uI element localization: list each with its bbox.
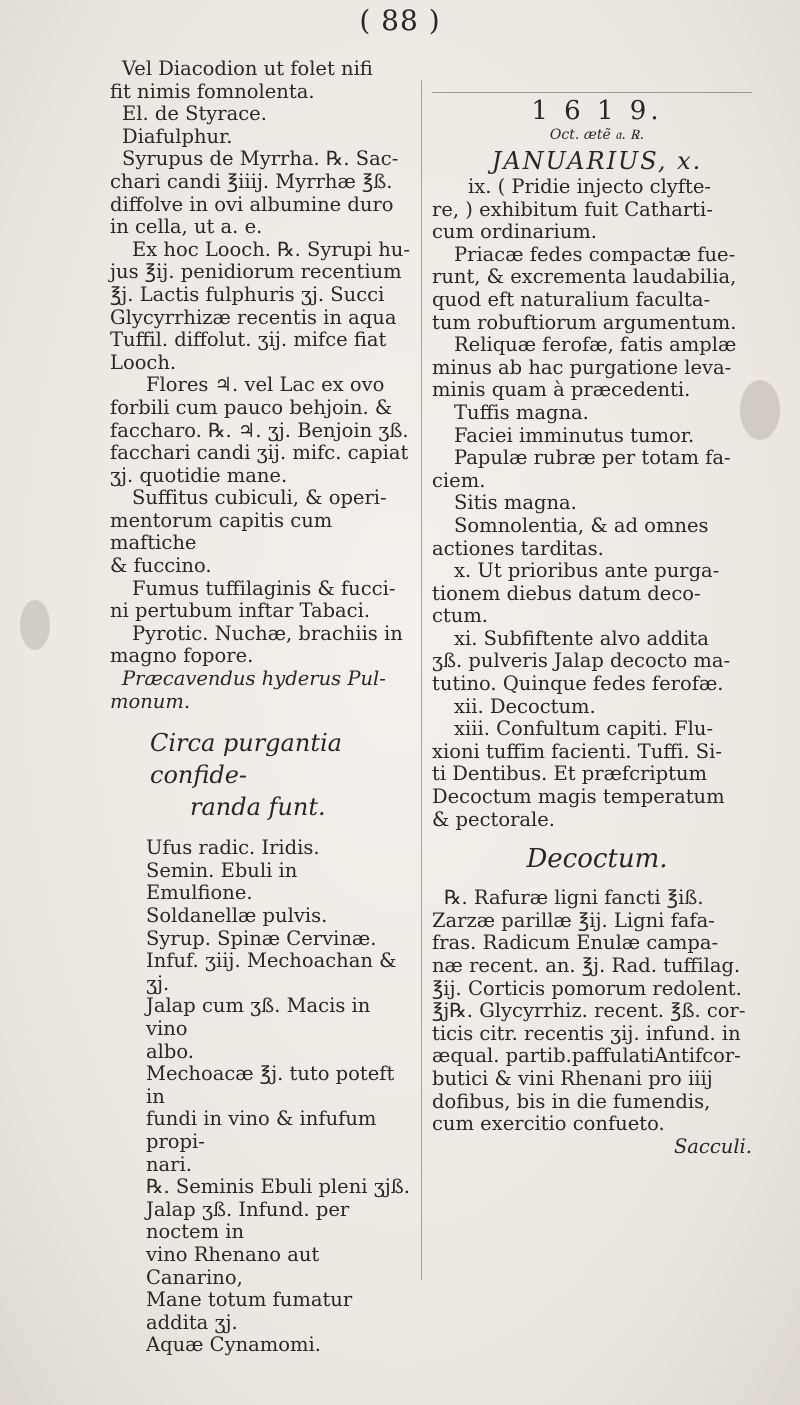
text-line: tionem diebus datum deco- [432, 581, 701, 605]
text-line: ℞. Seminis Ebuli pleni ʒjß. [146, 1175, 410, 1199]
paper-stain [20, 600, 50, 650]
age-note: Oct. ætẽ 𝔞. ℞. [549, 127, 645, 143]
text-line: x. Ut prioribus ante purga- [454, 559, 720, 583]
text-line: quod eft naturalium faculta- [432, 287, 711, 311]
text-line: Decoctum magis temperatum [432, 785, 725, 809]
text-line: butici & vini Rhenani pro iiij [432, 1066, 713, 1090]
text-line: Sitis magna. [454, 491, 577, 515]
text-line: Mane totum fumatur addita ʒj. [146, 1288, 353, 1334]
text-line: xi. Subfiftente alvo addita [454, 626, 709, 650]
text-line: ʒj. quotidie mane. [110, 463, 288, 487]
text-line: ctum. [432, 604, 489, 628]
text-line: Mechoacæ ℥j. tuto poteft in [146, 1062, 395, 1108]
text-line: Jalap ʒß. Infund. per noctem in [146, 1197, 350, 1244]
text-line: minus ab hac purgatione leva- [432, 355, 732, 379]
text-line: re, ) exhibitum fuit Catharti- [432, 197, 713, 221]
text-line: xii. Decoctum. [454, 694, 596, 718]
text-line: Tuffil. diffolut. ʒij. mifce fiat [110, 328, 387, 352]
right-column [432, 58, 762, 1158]
text-line: dofibus, bis in die fumendis, [432, 1089, 711, 1113]
text-line: æqual. partib.paffulatiAntifcor- [432, 1044, 741, 1068]
text-line: facchari candi ʒij. mifc. capiat [110, 441, 409, 465]
text-line: mentorum capitis cum maftiche [110, 508, 333, 555]
text-line: runt, & excrementa laudabilia, [432, 265, 737, 289]
text-line: Semin. Ebuli in Emulfione. [146, 858, 298, 905]
text-line: ix. ( Pridie injecto clyfte- [468, 175, 712, 198]
decoctum-heading: Decoctum. [526, 844, 668, 875]
text-line: tum robuftiorum argumentum. [432, 310, 737, 334]
text-line: Faciei imminutus tumor. [454, 423, 695, 447]
text-line: magno fopore. [110, 644, 254, 668]
text-line: ti Dentibus. Et præfcriptum [432, 762, 707, 786]
text-line: fit nimis fomnolenta. [110, 79, 315, 103]
text-line: actiones tarditas. [432, 536, 604, 560]
text-line: ℞. Rafuræ ligni fancti ℥iß. [444, 886, 704, 910]
column-divider [421, 80, 422, 1280]
text-line: ℥ij. Corticis pomorum redolent. [432, 976, 742, 1000]
text-line: xiii. Confultum capiti. Flu- [454, 717, 714, 741]
text-line: albo. [146, 1039, 194, 1063]
text-line: & pectorale. [432, 807, 555, 831]
text-line: ni pertubum inftar Tabaci. [110, 599, 371, 623]
text-line: Syrup. Spinæ Cervinæ. [146, 926, 377, 950]
text-line: Reliquæ ferofæ, fatis amplæ [454, 333, 737, 357]
text-line: Zarzæ parillæ ℥ij. Ligni fafa- [432, 908, 715, 932]
text-line: Pyrotic. Nuchæ, brachiis in [132, 621, 403, 645]
text-line: monum. [110, 689, 191, 713]
text-line: & fuccino. [110, 554, 212, 578]
text-line: Infuf. ʒiij. Mechoachan & ʒj. [146, 949, 397, 995]
text-line: Tuffis magna. [454, 400, 589, 424]
section-heading: randa funt. [190, 793, 326, 822]
text-line: Soldanellæ pulvis. [146, 904, 328, 927]
text-line: Præcavendus hyderus Pul- [122, 667, 386, 691]
text-line: xioni tuffim facienti. Tuffi. Si- [432, 739, 722, 763]
month-heading: JANUARIUS, x. [491, 147, 703, 175]
text-line: fras. Radicum Enulæ campa- [432, 931, 719, 955]
text-line: Looch. [110, 350, 177, 374]
text-line: Fumus tuffilaginis & fucci- [132, 576, 396, 600]
text-line: Suffitus cubiculi, & operi- [132, 486, 387, 510]
text-line: Ex hoc Looch. ℞. Syrupi hu- [132, 237, 410, 261]
text-line: Diafulphur. [122, 124, 233, 148]
text-line: ℥j. Lactis fulphuris ʒj. Succi [110, 282, 385, 306]
text-line: El. de Styrace. [122, 102, 267, 126]
text-line: Syrupus de Myrrha. ℞. Sac- [122, 147, 399, 171]
catchword: Sacculi. [673, 1134, 752, 1158]
text-line: minis quam à præcedenti. [432, 378, 691, 402]
text-line: faccharo. ℞. ♃. ʒj. Benjoin ʒß. [110, 418, 409, 442]
text-line: in cella, ut a. e. [110, 215, 263, 239]
text-line: ticis citr. recentis ʒij. infund. in [432, 1021, 741, 1045]
text-line: cum ordinarium. [432, 220, 597, 244]
year-heading: 1 6 1 9. [531, 96, 663, 126]
page-number: ( 88 ) [359, 4, 441, 37]
text-line: Somnolentia, & ad omnes [454, 513, 709, 537]
text-line: nari. [146, 1152, 192, 1176]
text-line: tutino. Quinque fedes ferofæ. [432, 672, 724, 696]
text-line: forbili cum pauco behjoin. & [110, 395, 393, 419]
text-line: Ufus radic. Iridis. [146, 836, 320, 860]
text-line: Papulæ rubræ per totam fa- [454, 446, 731, 470]
text-line: Jalap cum ʒß. Macis in vino [146, 994, 371, 1040]
text-line: ciem. [432, 468, 486, 492]
section-heading: Circa purgantia confide- [150, 729, 342, 790]
text-line: vino Rhenano aut Canarino, [146, 1242, 320, 1289]
text-line: diffolve in ovi albumine duro [110, 192, 394, 216]
text-line: Aquæ Cynamomi. [146, 1333, 321, 1357]
text-line: chari candi ℥iiij. Myrrhæ ℥ß. [110, 169, 393, 193]
text-line: fundi in vino & infufum propi- [146, 1107, 377, 1153]
text-line: Glycyrrhizæ recentis in aqua [110, 305, 397, 329]
text-line: Priacæ fedes compactæ fue- [454, 242, 736, 266]
left-column [110, 58, 410, 1357]
text-line: Flores ♃. vel Lac ex ovo [146, 373, 385, 397]
text-line: jus ℥ij. penidiorum recentium [110, 260, 402, 284]
text-line: Vel Diacodion ut folet nifi [122, 57, 373, 80]
text-line: cum exercitio confueto. [432, 1112, 665, 1136]
text-line: ʒß. pulveris Jalap decocto ma- [432, 649, 731, 673]
text-line: ℥j℞. Glycyrrhiz. recent. ℥ß. cor- [432, 999, 746, 1023]
text-line: næ recent. an. ℥j. Rad. tuffilag. [432, 954, 741, 977]
